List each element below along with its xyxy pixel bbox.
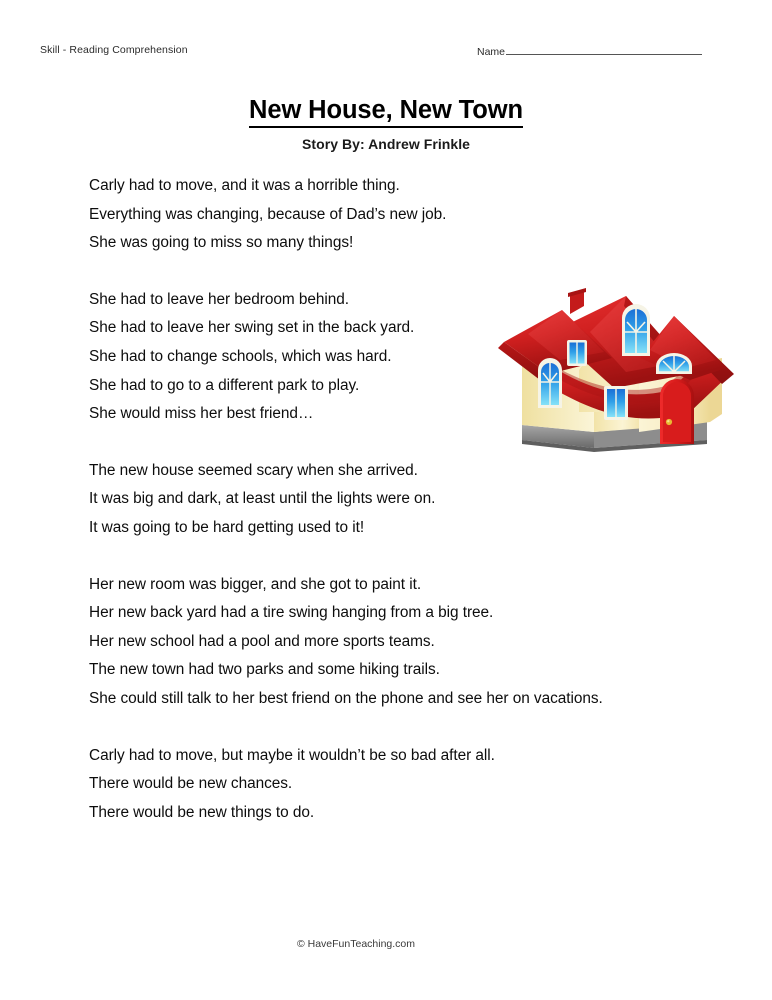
story-body xyxy=(89,172,729,827)
story-paragraph-2 xyxy=(89,286,729,429)
skill-label: Skill - Reading Comprehension xyxy=(40,44,188,56)
worksheet-header xyxy=(40,44,732,64)
story-byline: Story By: Andrew Frinkle xyxy=(302,136,470,153)
copyright-notice: © HaveFunTeaching.com xyxy=(296,938,416,950)
story-line: Carly had to move, but maybe it wouldn’t be so bad after all. xyxy=(89,746,495,764)
story-line: There would be new things to do. xyxy=(89,803,315,821)
story-line: It was big and dark, at least until the lights were on. xyxy=(89,490,436,508)
story-paragraph-3 xyxy=(89,457,729,543)
story-paragraph-4 xyxy=(89,571,729,714)
name-write-in-line[interactable] xyxy=(506,44,702,55)
story-line: Her new school had a pool and more sports teams. xyxy=(89,632,435,650)
story-line: Everything was changing, because of Dad’s new job. xyxy=(89,205,447,223)
story-line: She had to leave her bedroom behind. xyxy=(89,290,350,308)
story-line: She had to change schools, which was hard. xyxy=(89,347,392,365)
story-line: The new town had two parks and some hiking trails. xyxy=(89,661,440,679)
story-line: She could still talk to her best friend on the phone and see her on vacations. xyxy=(89,689,603,707)
name-label: Name xyxy=(476,46,505,58)
page-title: New House, New Town xyxy=(249,96,523,128)
story-line: The new house seemed scary when she arrived. xyxy=(89,461,418,479)
story-line: Her new room was bigger, and she got to paint it. xyxy=(89,575,422,593)
title-block xyxy=(0,96,772,152)
story-line: There would be new chances. xyxy=(89,775,293,793)
name-field-group xyxy=(477,44,702,58)
story-paragraph-1 xyxy=(89,172,729,258)
story-paragraph-5 xyxy=(89,742,729,828)
story-line: She had to leave her swing set in the back yard. xyxy=(89,319,415,337)
story-line: She would miss her best friend… xyxy=(89,405,314,423)
story-line: Carly had to move, and it was a horrible thing. xyxy=(89,177,400,194)
story-line: Her new back yard had a tire swing hanging from a big tree. xyxy=(89,604,494,622)
story-line: She was going to miss so many things! xyxy=(89,234,354,252)
story-line: She had to go to a different park to play. xyxy=(89,376,360,394)
worksheet-footer xyxy=(0,934,772,952)
story-line: It was going to be hard getting used to it! xyxy=(89,518,365,536)
